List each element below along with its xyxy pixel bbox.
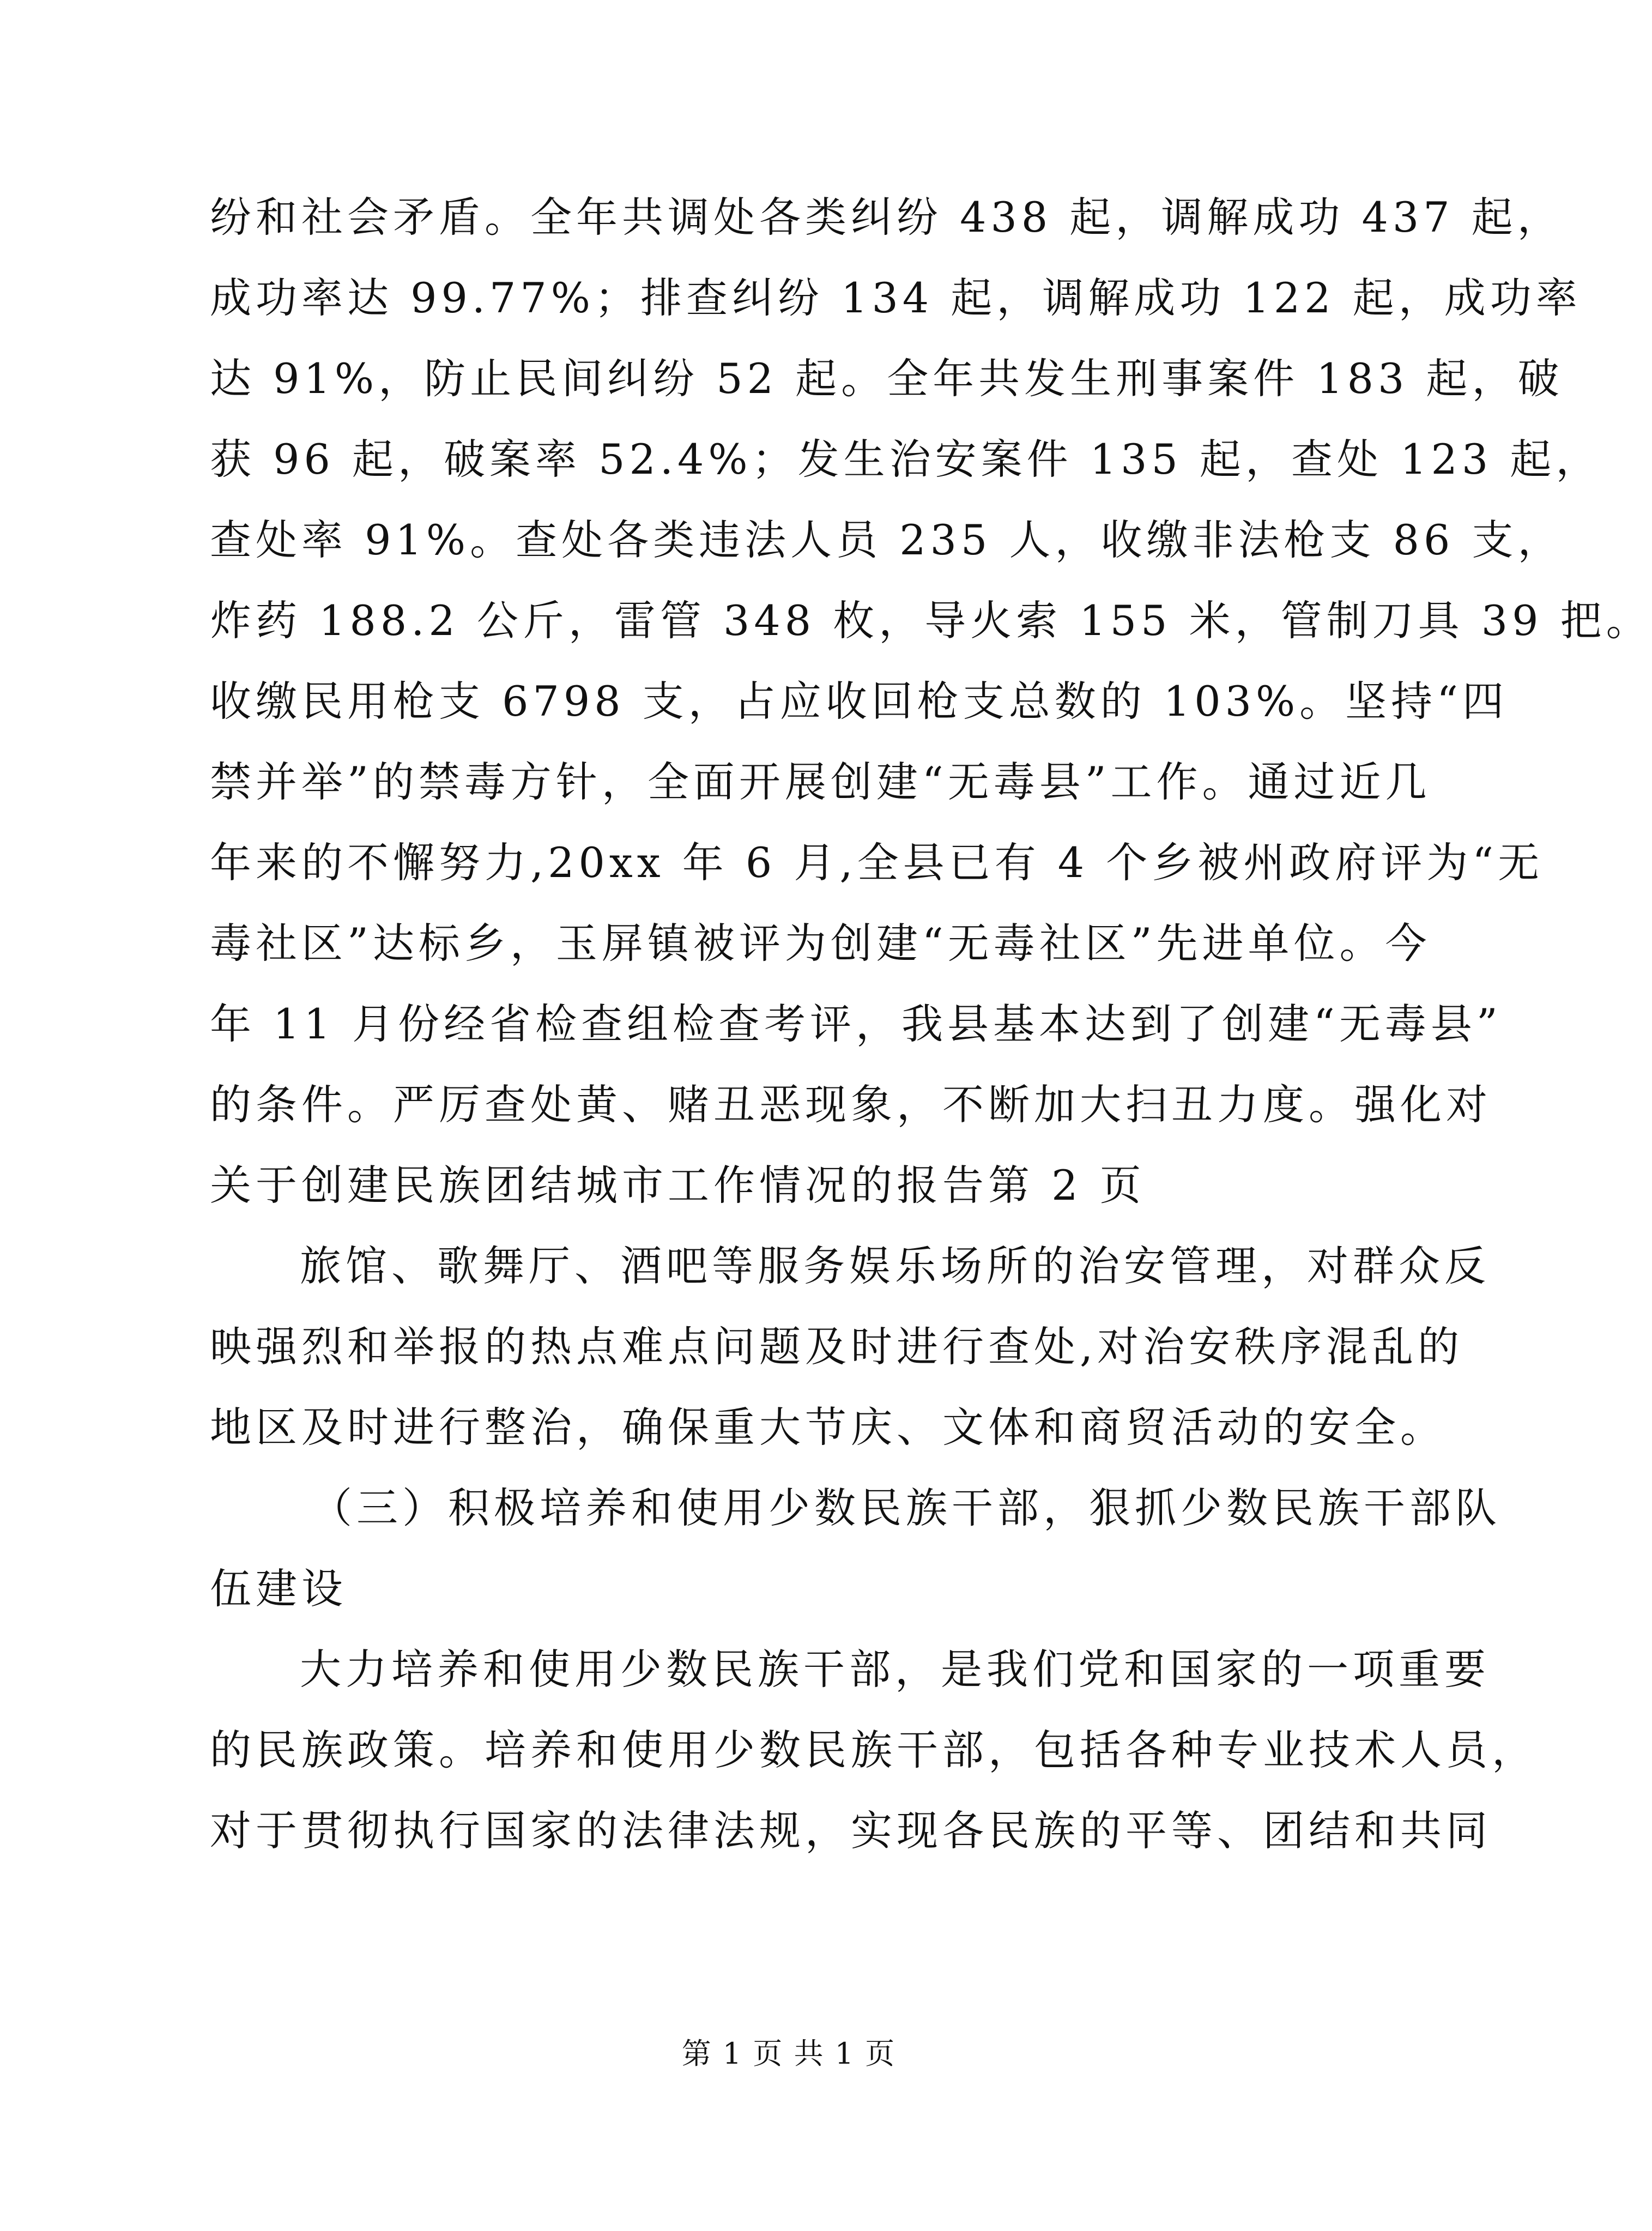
paragraph-start-line: 大力培养和使用少数民族干部，是我们党和国家的一项重要 — [300, 1645, 1490, 1694]
body-line: 地区及时进行整治，确保重大节庆、文体和商贸活动的安全。 — [210, 1403, 1446, 1452]
body-line: 收缴民用枪支 6798 支，占应收回枪支总数的 103%。坚持“四 — [210, 677, 1509, 725]
body-line: 的条件。严厉查处黄、赌丑恶现象，不断加大扫丑力度。强化对 — [210, 1080, 1492, 1129]
body-line: 纷和社会矛盾。全年共调处各类纠纷 438 起，调解成功 437 起， — [210, 193, 1563, 241]
body-line: 炸药 188.2 公斤，雷管 348 枚，导火索 155 米，管制刀具 39 把。 — [210, 596, 1652, 645]
body-line: 查处率 91%。查处各类违法人员 235 人，收缴非法枪支 86 支， — [210, 516, 1564, 564]
section-heading-line: 伍建设 — [210, 1564, 347, 1613]
body-line: 达 91%，防止民间纠纷 52 起。全年共发生刑事案件 183 起，破 — [210, 354, 1564, 403]
page-footer: 第 1 页 共 1 页 — [681, 2036, 896, 2071]
body-line: 年 11 月份经省检查组检查考评，我县基本达到了创建“无毒县” — [210, 1000, 1502, 1048]
paragraph-start-line: 旅馆、歌舞厅、酒吧等服务娱乐场所的治安管理，对群众反 — [300, 1242, 1490, 1290]
body-line: 禁并举”的禁毒方针，全面开展创建“无毒县”工作。通过近几 — [210, 758, 1431, 806]
body-line: 年来的不懈努力,20xx 年 6 月,全县已有 4 个乡被州政府评为“无 — [210, 838, 1544, 887]
body-line: 的民族政策。培养和使用少数民族干部，包括各种专业技术人员， — [210, 1726, 1538, 1774]
section-heading-line: （三）积极培养和使用少数民族干部，狠抓少数民族干部队 — [311, 1484, 1501, 1532]
page-continuation-title: 关于创建民族团结城市工作情况的报告第 2 页 — [210, 1161, 1146, 1210]
body-line: 毒社区”达标乡，玉屏镇被评为创建“无毒社区”先进单位。今 — [210, 919, 1431, 968]
body-line: 映强烈和举报的热点难点问题及时进行查处,对治安秩序混乱的 — [210, 1322, 1464, 1371]
body-line: 对于贯彻执行国家的法律法规，实现各民族的平等、团结和共同 — [210, 1806, 1492, 1855]
body-line: 获 96 起，破案率 52.4%；发生治安案件 135 起，查处 123 起， — [210, 435, 1602, 483]
document-body — [210, 177, 1652, 1871]
body-line: 成功率达 99.77%；排查纠纷 134 起，调解成功 122 起，成功率 — [210, 274, 1582, 322]
